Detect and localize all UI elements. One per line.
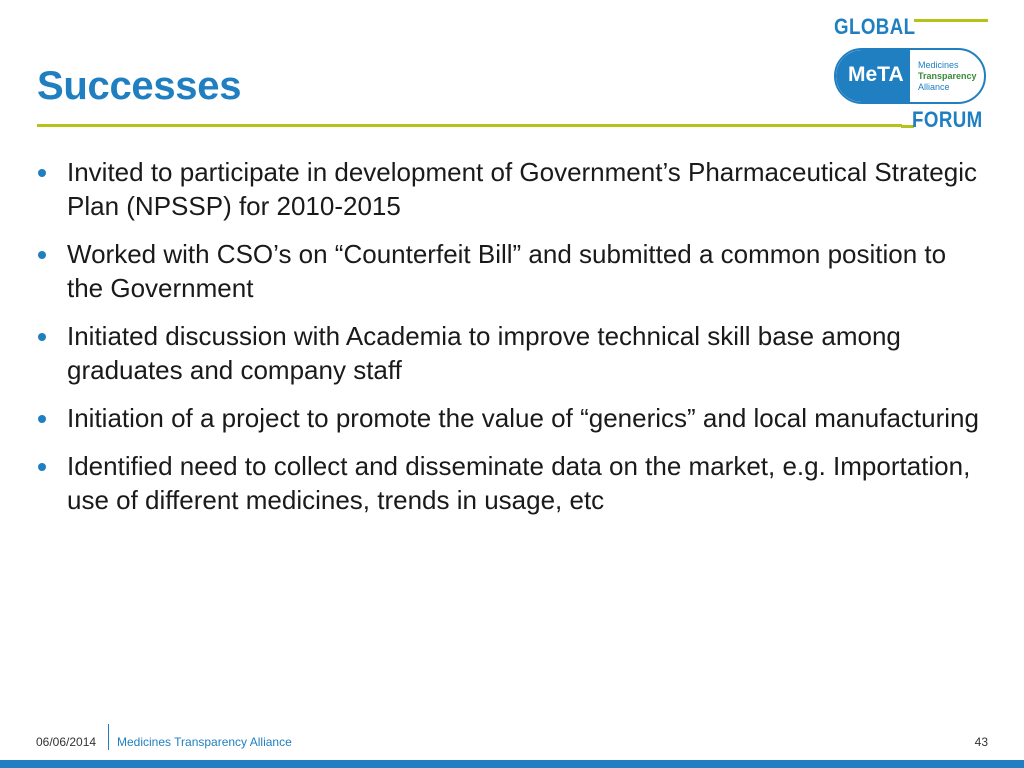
bullet-item <box>38 319 988 387</box>
bullet-item <box>38 401 988 435</box>
bullet-text: Invited to participate in development of Government’s Pharmaceutical Strategic Plan (NPSSP) for 2010-2015 <box>67 157 977 221</box>
slide-title: Successes <box>37 64 242 108</box>
logo-pill <box>834 48 986 104</box>
bullet-item <box>38 155 988 223</box>
footer-separator <box>108 724 109 750</box>
bullet-item <box>38 449 988 517</box>
logo-meta-abbrev: MeTA <box>848 63 904 86</box>
bullet-text: Identified need to collect and disseminate data on the market, e.g. Importation, use of different medicines, trends in usage, etc <box>67 451 971 515</box>
bullet-list <box>38 155 988 531</box>
bullet-dot-icon <box>38 463 46 471</box>
footer-organization: Medicines Transparency Alliance <box>117 735 292 749</box>
bullet-dot-icon <box>38 415 46 423</box>
bullet-text: Initiated discussion with Academia to improve technical skill base among graduates and company staff <box>67 321 901 385</box>
bullet-text: Worked with CSO’s on “Counterfeit Bill” and submitted a common position to the Government <box>67 239 947 303</box>
meta-forum-logo <box>826 14 996 132</box>
page-number: 43 <box>974 735 988 749</box>
title-divider <box>37 124 902 127</box>
logo-accent-line-top <box>914 19 988 22</box>
logo-meta-block <box>836 50 910 102</box>
logo-forum-word: FORUM <box>912 107 983 132</box>
bullet-dot-icon <box>38 169 46 177</box>
logo-subtitle-line2: Transparency <box>918 71 977 81</box>
bullet-dot-icon <box>38 251 46 259</box>
logo-subtitle <box>918 60 977 93</box>
logo-subtitle-line1: Medicines <box>918 60 959 70</box>
footer-date: 06/06/2014 <box>36 735 97 749</box>
footer-bar <box>0 760 1024 768</box>
bullet-item <box>38 237 988 305</box>
logo-global-word: GLOBAL <box>834 14 916 39</box>
logo-subtitle-line3: Alliance <box>918 82 950 92</box>
bullet-dot-icon <box>38 333 46 341</box>
bullet-text: Initiation of a project to promote the value of “generics” and local manufacturing <box>67 403 979 433</box>
